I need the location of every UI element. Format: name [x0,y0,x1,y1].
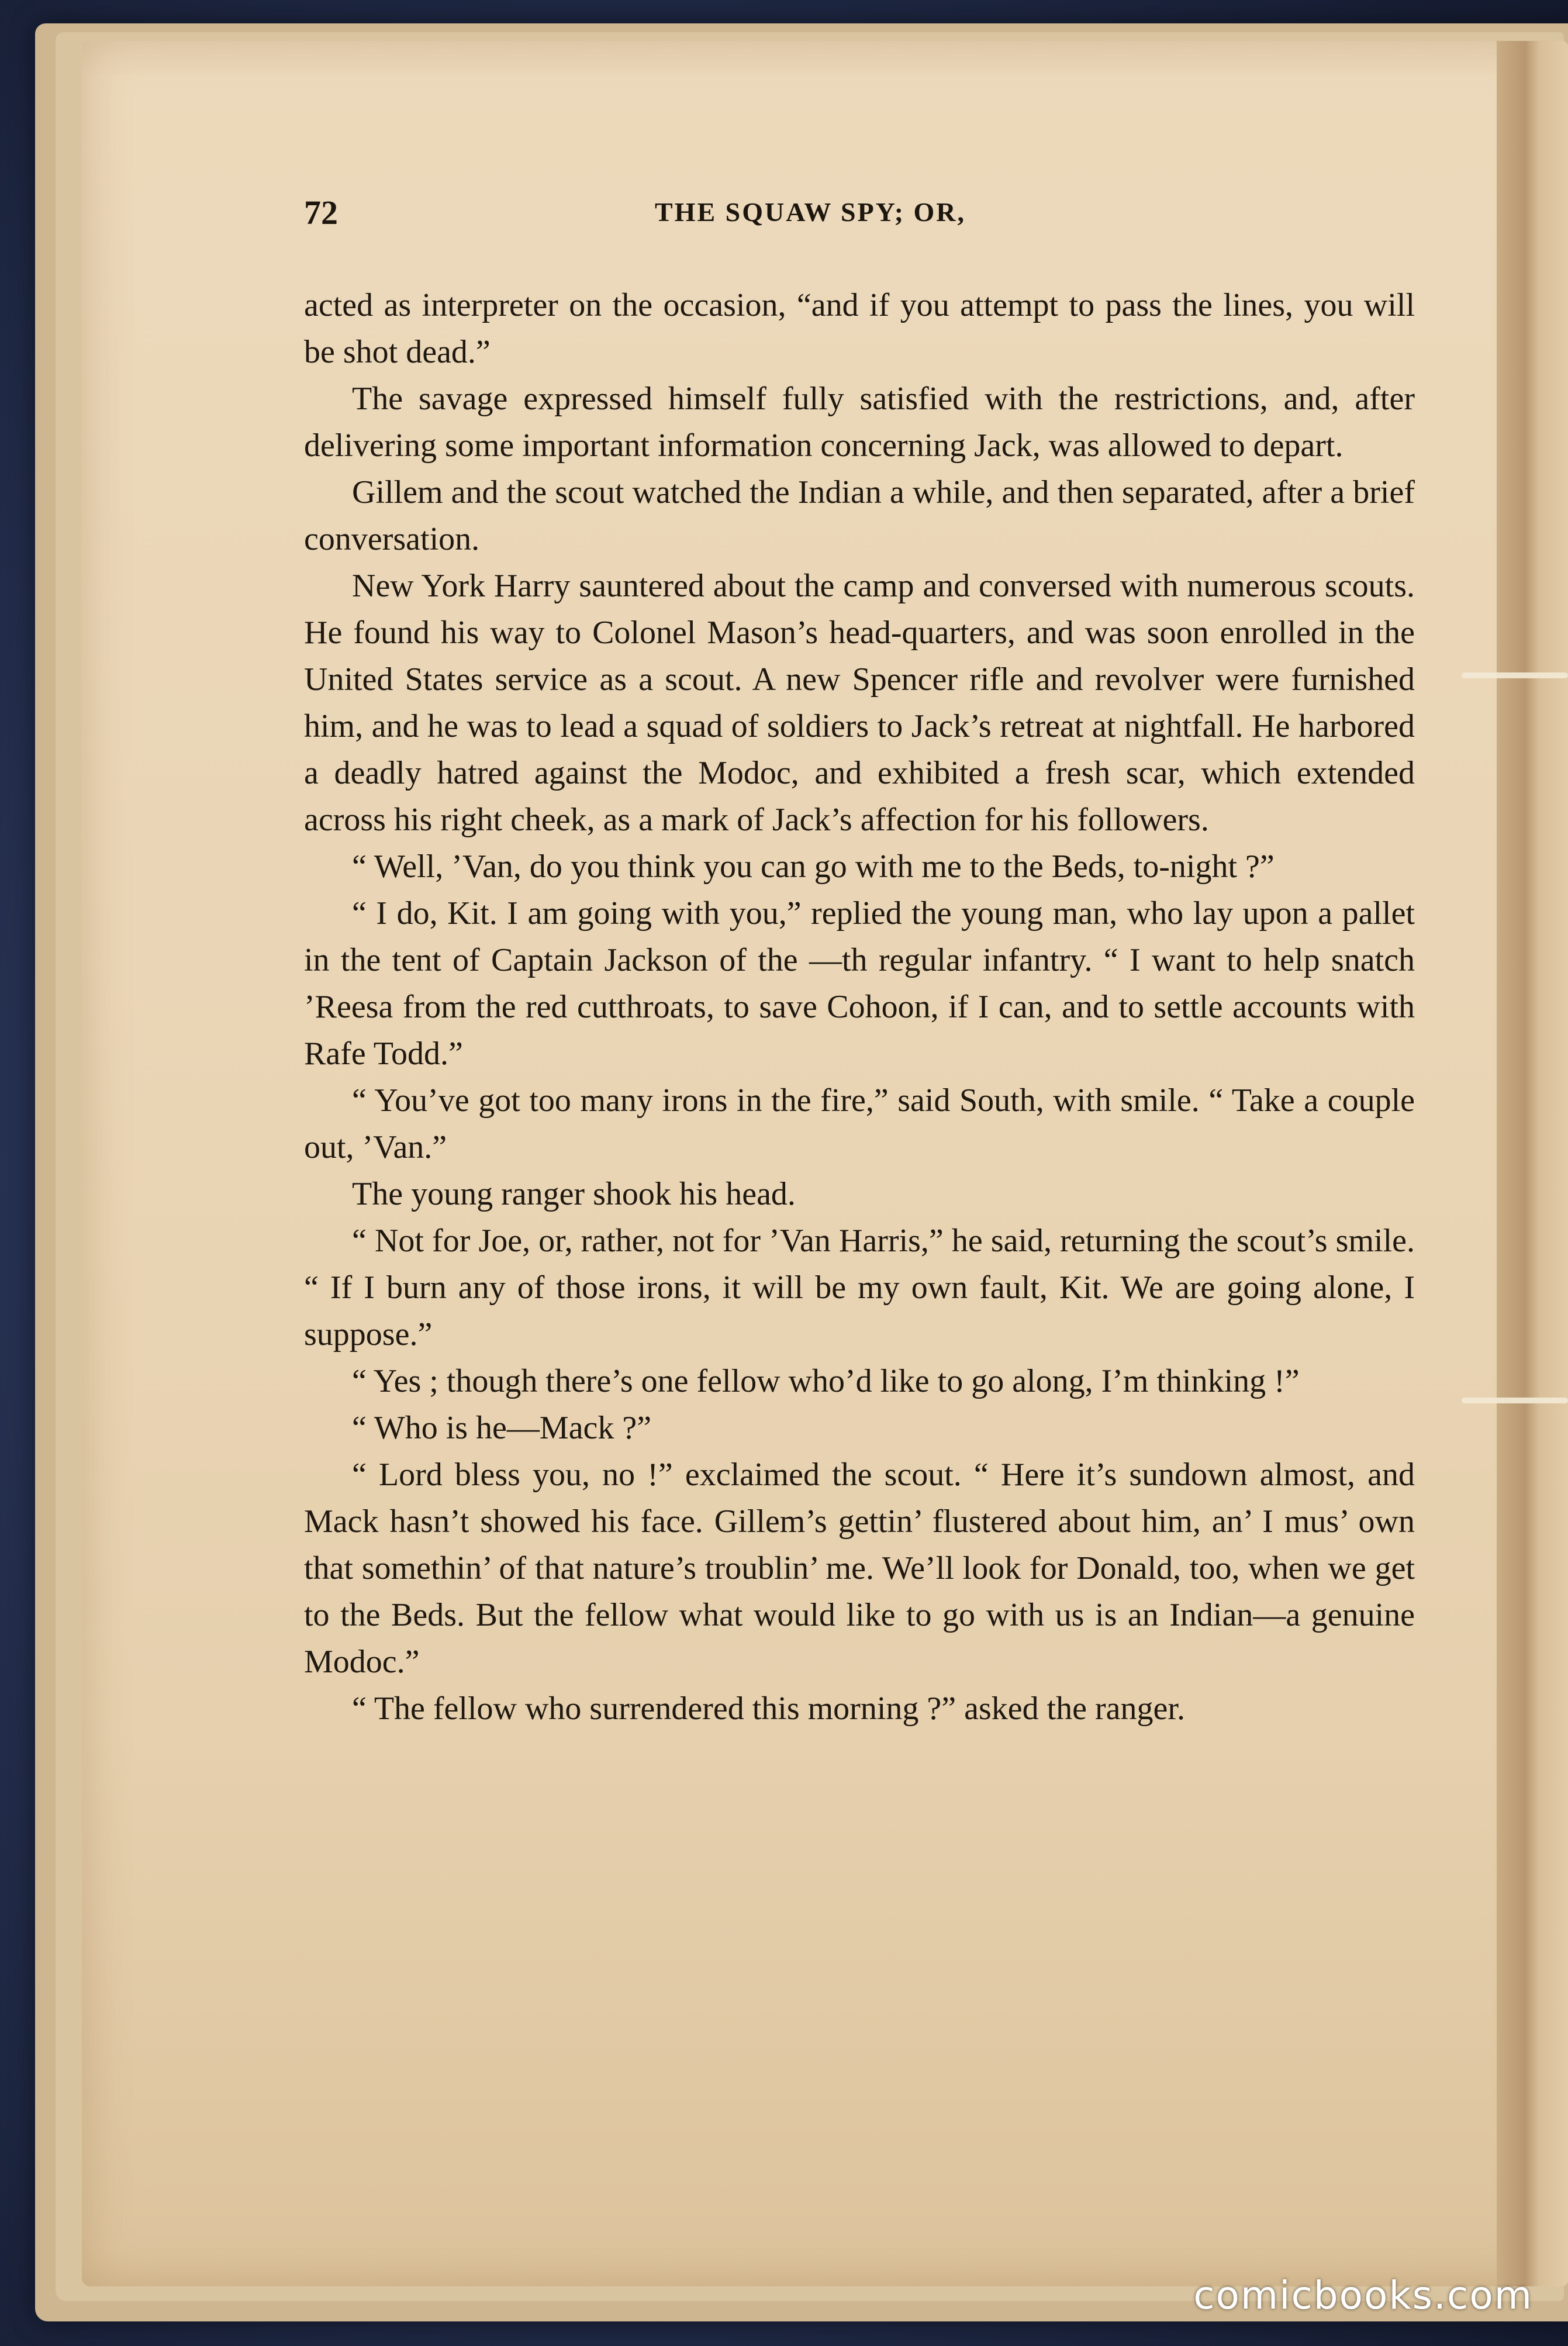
book-gutter [1497,41,1568,2286]
paragraph: “ The fellow who surrendered this morning ?” asked the ranger. [352,1690,1185,1727]
running-head: THE SQUAW SPY; OR, [655,197,966,227]
paragraph: “ Lord bless you, no !” exclaimed the scout. “ Here it’s sundown almost, and Mack hasn’t showed his face. Gillem’s gettin’ flustered about him, an’ I mus’ own that somethin’ of that nature’s troublin’ me. We’ll look for Donald, too, when we get to the Beds. But the fellow what would like to go with us is an Indian—a genuine Modoc.” [304,1457,1415,1680]
paragraph: The young ranger shook his head. [352,1176,796,1212]
paragraph: “ Not for Joe, or, rather, not for ’Van Harris,” he said, returning the scout’s smile. “ If I burn any of those irons, it will be my own fault, Kit. We are going alone, I suppose.” [304,1223,1415,1353]
binding-thread [1462,672,1568,678]
paragraph: “ Who is he—Mack ?” [352,1410,652,1446]
paragraph: New York Harry sauntered about the camp and conversed with numerous scouts. He found his way to Colonel Mason’s head-quarters, and was soon enrolled in the United States service as a scout. A new Spencer rifle and revolver were furnished him, and he was to lead a squad of soldiers to Jack’s retreat at nightfall. He harbored a deadly hatred against the Modoc, and exhibited a fresh scar, which extended across his right cheek, as a mark of Jack’s affection for his followers. [304,568,1415,838]
paragraph: acted as interpreter on the occasion, “and if you attempt to pass the lines, you will be shot dead.” [304,287,1415,370]
binding-thread [1462,1398,1568,1403]
body-text [304,282,1415,1732]
paragraph: “ I do, Kit. I am going with you,” replied the young man, who lay upon a pallet in the tent of Captain Jackson of the —th regular infantry. “ I want to help snatch ’Reesa from the red cutthroats, to save Cohoon, if I can, and to settle accounts with Rafe Todd.” [304,895,1415,1072]
page-number: 72 [304,194,338,232]
paragraph: The savage expressed himself fully satisfied with the restrictions, and, after delivering some important information concerning Jack, was allowed to depart. [304,381,1415,464]
paragraph: “ Yes ; though there’s one fellow who’d like to go along, I’m thinking !” [352,1363,1300,1399]
paragraph: “ Well, ’Van, do you think you can go with me to the Beds, to-night ?” [352,848,1275,885]
page-header [304,193,1485,234]
watermark: comicbooks.com [1193,2273,1533,2318]
paragraph: Gillem and the scout watched the Indian a while, and then separated, after a brief conversation. [304,474,1415,557]
paragraph: “ You’ve got too many irons in the fire,” said South, with smile. “ Take a couple out, ’Van.” [304,1082,1415,1165]
